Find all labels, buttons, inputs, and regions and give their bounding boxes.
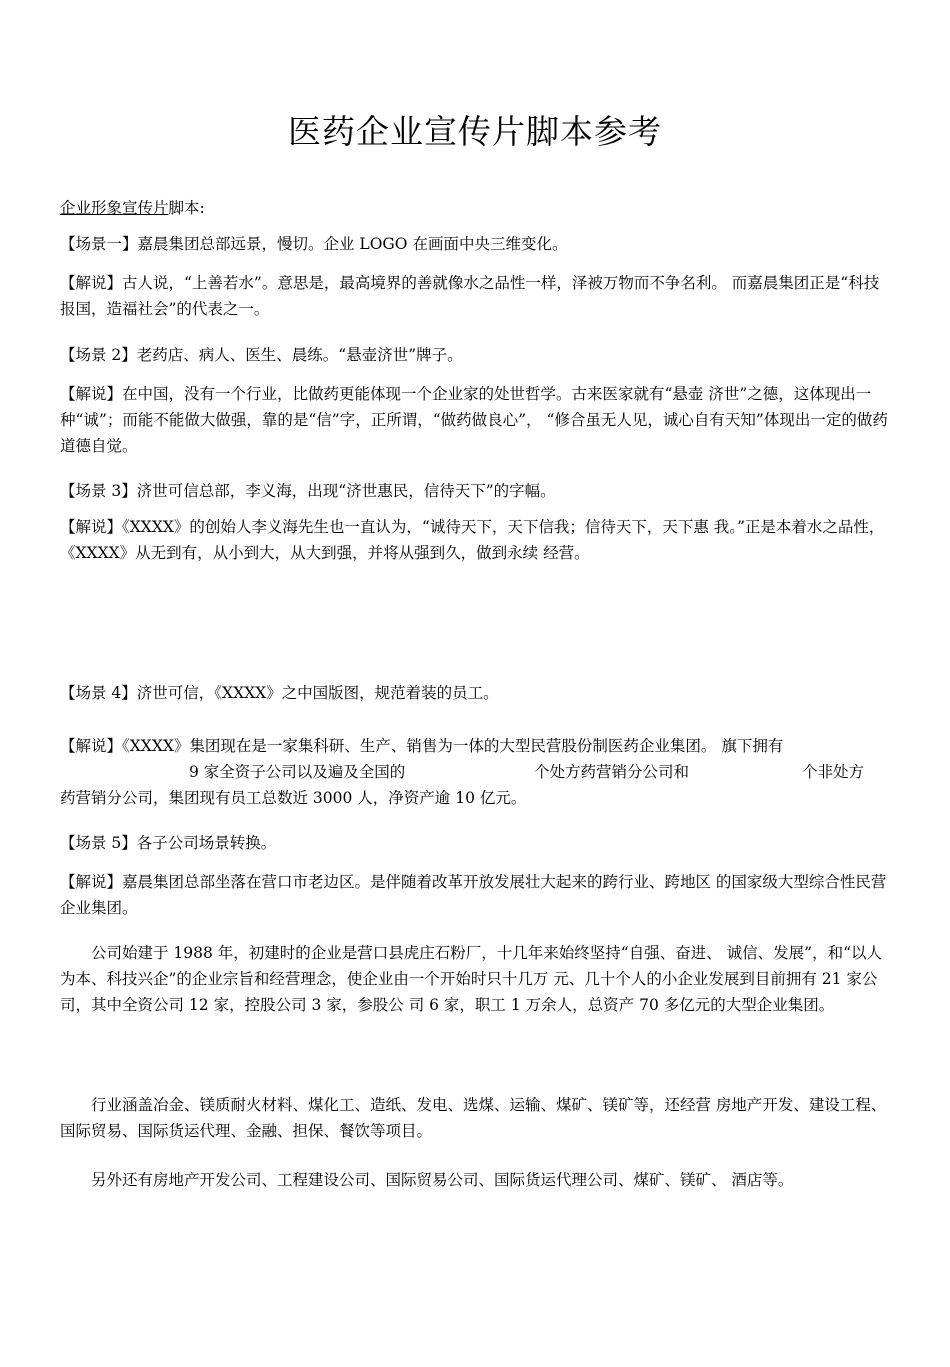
- scene-4-commentary-segment-2: 个处方药营销分公司和: [534, 763, 690, 781]
- subsidiaries-paragraph: 另外还有房地产开发公司、工程建设公司、国际贸易公司、国际货运代理公司、煤矿、镁矿、 酒店等。: [91, 1171, 794, 1189]
- scene-4-commentary-line-3: 药营销分公司，集团现有员工总数近 3000 人，净资产逾 10 亿元。: [60, 789, 527, 807]
- document-title: 医药企业宣传片脚本参考: [288, 112, 662, 152]
- scene-4-commentary-line-1: 【解说】《XXXX》集团现在是一家集科研、生产、销售为一体的大型民营股份制医药企业集团。 旗下拥有: [60, 737, 784, 755]
- scene-4-commentary-segment-1: 9 家全资子公司以及遍及全国的: [189, 763, 406, 781]
- intro-underlined-text: 企业形象宣传片: [60, 199, 169, 217]
- scene-3-commentary: 【解说】《XXXX》的创始人李义海先生也一直认为，“诚待天下，天下信我；信待天下，天下惠 我。”正是本着水之品性，《XXXX》从无到有，从小到大，从大到强，并将从强到久，做到永续 经营。: [60, 518, 885, 562]
- scene-1-heading: 【场景一】嘉晨集团总部远景，慢切。企业 LOGO 在画面中央三维变化。: [60, 235, 568, 253]
- intro-rest-text: 脚本:: [168, 199, 205, 217]
- scene-2-heading: 【场景 2】老药店、病人、医生、晨练。“悬壶济世”牌子。: [60, 346, 463, 364]
- scene-4-commentary-line-2: [60, 759, 890, 785]
- scene-5-commentary: 【解说】嘉晨集团总部坐落在营口市老边区。是伴随着改革开放发展壮大起来的跨行业、跨地区 的国家级大型综合性民营企业集团。: [60, 873, 887, 917]
- scene-1-commentary: 【解说】古人说，“上善若水”。意思是，最高境界的善就像水之品性一样，泽被万物而不争名利。 而嘉晨集团正是“科技报国，造福社会”的代表之一。: [60, 274, 880, 318]
- scene-4-commentary: [60, 733, 890, 811]
- intro-line: [60, 195, 890, 221]
- scene-4-commentary-segment-3: 个非处方: [802, 763, 865, 781]
- company-history-paragraph: 公司始建于 1988 年，初建时的企业是营口县虎庄石粉厂，十几年来始终坚持“自强、奋进、 诚信、发展”，和“以人为本、科技兴企”的企业宗旨和经营理念，使企业由一个开始时只十几万 元、几十个人的小企业发展到目前拥有 21 家公司，其中全资公司 12 家，控股公司 3 家，参股公 司 6 家，职工 1 万余人，总资产 70 多亿元的大型企业集团。: [60, 944, 883, 1014]
- scene-2-commentary: 【解说】在中国，没有一个行业，比做药更能体现一个企业家的处世哲学。古来医家就有“悬壶 济世”之德，这体现出一种“诚”；而能不能做大做强，靠的是“信”字，正所谓，“做药做良心”， “修合虽无人见，诚心自有天知”体现出一定的做药道德自觉。: [60, 385, 888, 455]
- scene-4-heading: 【场景 4】济世可信，《XXXX》之中国版图，规范着装的员工。: [60, 684, 499, 702]
- scene-3-heading: 【场景 3】济世可信总部，李义海，出现“济世惠民，信待天下”的字幅。: [60, 482, 556, 500]
- scene-5-heading: 【场景 5】各子公司场景转换。: [60, 834, 277, 852]
- industry-coverage-paragraph: 行业涵盖冶金、镁质耐火材料、煤化工、造纸、发电、选煤、运输、煤矿、镁矿等，还经营 房地产开发、建设工程、国际贸易、国际货运代理、金融、担保、餐饮等项目。: [60, 1096, 887, 1140]
